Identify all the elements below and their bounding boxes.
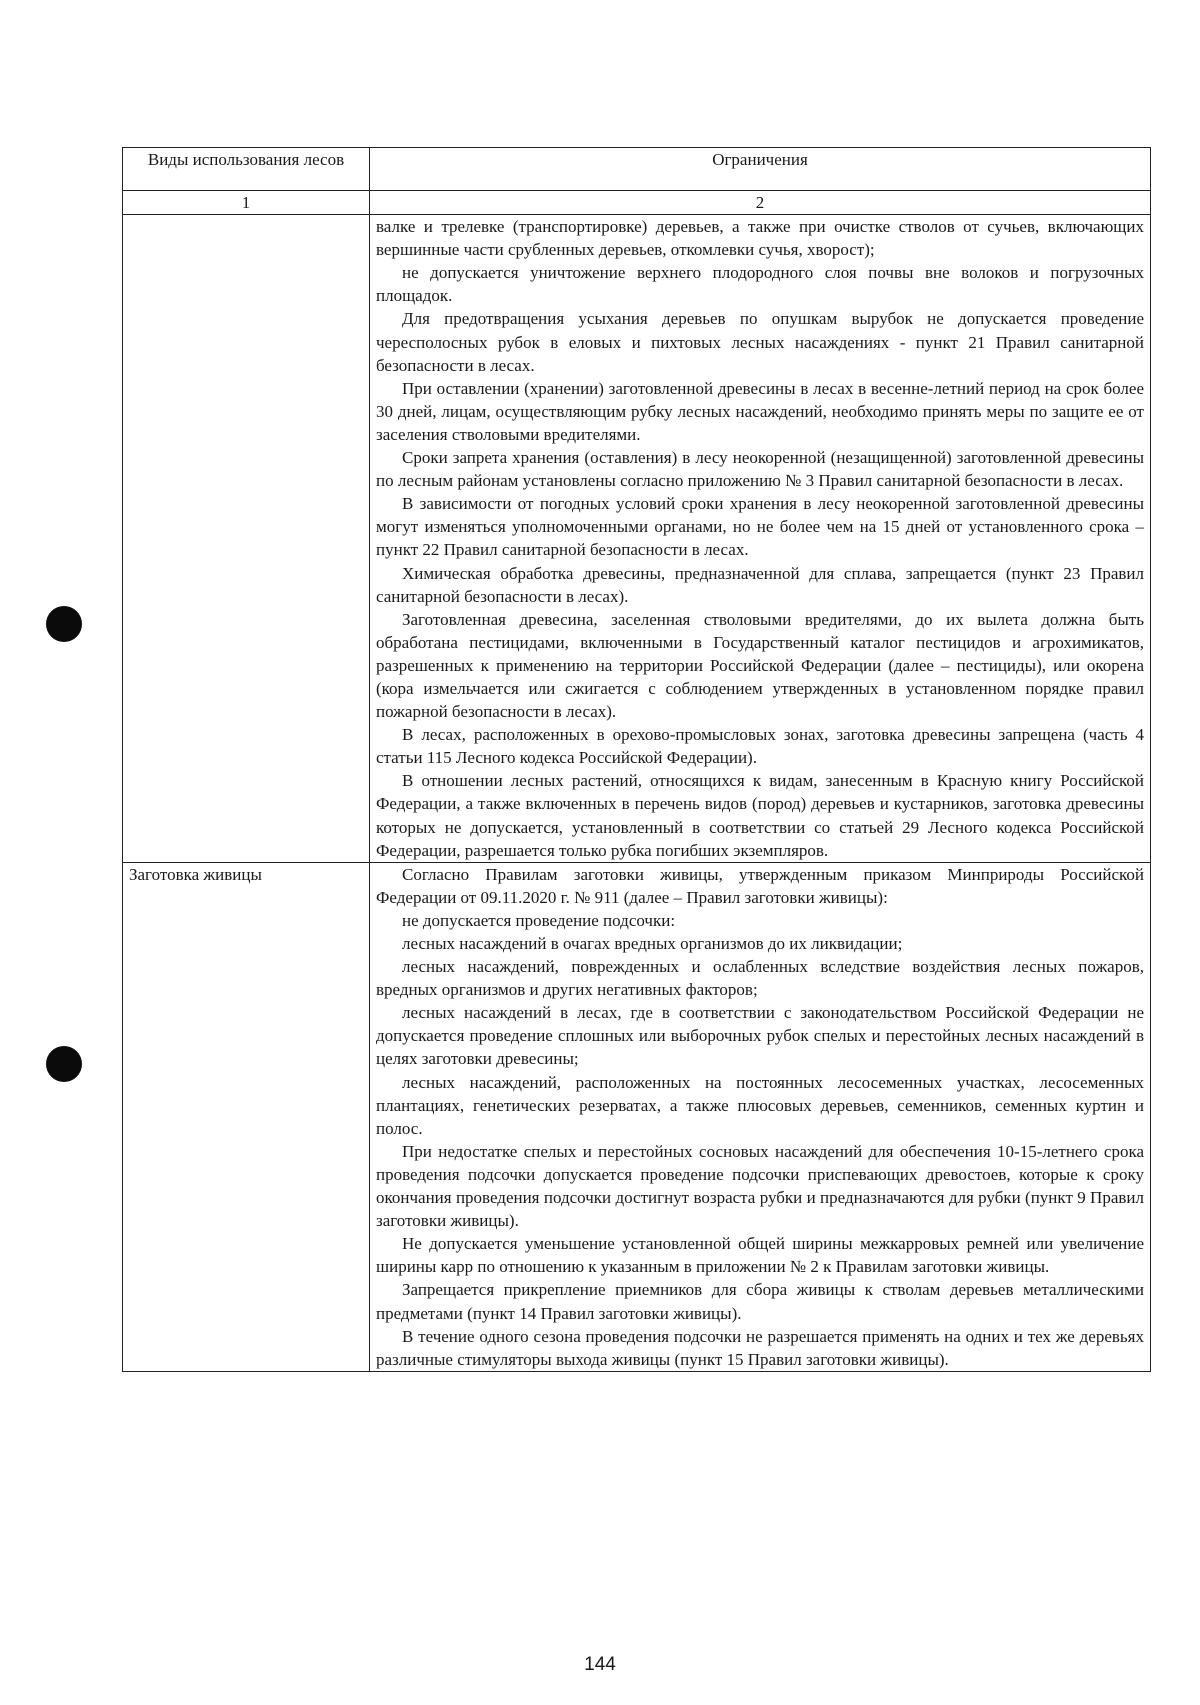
paragraph: не допускается уничтожение верхнего плодородного слоя почвы вне волоков и погрузочных площадок. [376,263,1144,306]
table-number-row [123,191,1151,215]
column-number-2: 2 [370,191,1151,215]
paragraph: Химическая обработка древесины, предназначенной для сплава, запрещается (пункт 23 Правил санитарной безопасности в лесах). [376,563,1144,606]
paragraph: Сроки запрета хранения (оставления) в лесу неокоренной (незащищенной) заготовленной древесины по лесным районам установлены согласно приложению № 3 Правил санитарной безопасности в лесах. [376,448,1144,491]
row-label-resin-tapping: Заготовка живицы [123,862,370,1371]
paragraph: В лесах, расположенных в орехово-промысловых зонах, заготовка древесины запрещена (часть 4 статьи 115 Лесного кодекса Российской Федерации). [376,725,1144,768]
paragraph: При оставлении (хранении) заготовленной древесины в лесах в весенне-летний период на срок более 30 дней, лицам, осуществляющим рубку лесных насаждений, необходимо принять меры по защите ее от заселения стволовыми вредителями. [376,378,1144,444]
paragraph: При недостатке спелых и перестойных сосновых насаждений для обеспечения 10-15-летнего срока проведения подсочки допускается проведение подсочки приспевающих древостоев, которые к сроку окончания проведения подсочки достигнут возраста рубки и предназначаются для рубки (пункт 9 Правил заготовки живицы). [376,1141,1144,1231]
table-row [123,215,1151,863]
restrictions-table [122,147,1151,1372]
paragraph: Запрещается прикрепление приемников для сбора живицы к стволам деревьев металлическими предметами (пункт 14 Правил заготовки живицы). [376,1280,1144,1323]
paragraph: валке и трелевке (транспортировке) деревьев, а также при очистке стволов от сучьев, включающих вершинные части срубленных деревьев, откомлевки сучья, хворост); [376,217,1144,260]
paragraph: не допускается проведение подсочки: [402,910,676,930]
column-number-1: 1 [123,191,370,215]
paragraph: лесных насаждений в очагах вредных организмов до их ликвидации; [402,934,903,953]
paragraph: Не допускается уменьшение установленной общей ширины межкарровых ремней или увеличение ширины карр по отношению к указанным в приложении № 2 к Правилам заготовки живицы. [376,1234,1144,1277]
header-forest-use-types: Виды использования лесов [123,148,370,191]
paragraph: В зависимости от погодных условий сроки хранения в лесу неокоренной заготовленной древесины могут изменяться уполномоченными органами, но не более чем на 15 дней от установленного срока – пункт 22 Правил санитарной безопасности в лесах. [376,494,1144,560]
paragraph: лесных насаждений в лесах, где в соответствии с законодательством Российской Федерации не допускается проведение сплошных или выборочных рубок спелых и перестойных лесных насаждений в целях заготовки древесины; [376,1003,1144,1069]
header-restrictions: Ограничения [370,148,1151,191]
paragraph: Заготовленная древесина, заселенная стволовыми вредителями, до их вылета должна быть обработана пестицидами, включенными в Государственный каталог пестицидов и агрохимикатов, разрешенных к применению на территории Российской Федерации (далее – пестициды), или окорена (кора измельчается или сжигается с соблюдением утвержденных в установленном порядке правил пожарной безопасности в лесах). [376,609,1144,722]
row-restrictions-text [370,215,1151,863]
row-label [123,215,370,863]
table-header-row [123,148,1151,191]
row-restrictions-text [370,862,1151,1371]
punch-hole [46,606,82,642]
paragraph: В течение одного сезона проведения подсочки не разрешается применять на одних и тех же деревьях различные стимуляторы выхода живицы (пункт 15 Правил заготовки живицы). [376,1326,1144,1369]
paragraph: Согласно Правилам заготовки живицы, утвержденным приказом Минприроды Российской Федерации от 09.11.2020 г. № 911 (далее – Правил заготовки живицы): [376,864,1144,907]
table-row [123,862,1151,1371]
punch-hole [46,1046,82,1082]
page-number: 144 [584,1654,616,1675]
paragraph: В отношении лесных растений, относящихся к видам, занесенным в Красную книгу Российской Федерации, а также включенных в перечень видов (пород) деревьев и кустарников, заготовка древесины которых не допускается, установленный в соответствии со статьей 29 Лесного кодекса Российской Федерации, разрешается только рубка погибших экземпляров. [376,771,1144,860]
paragraph: лесных насаждений, расположенных на постоянных лесосеменных участках, лесосеменных плантациях, генетических резерватах, а также плюсовых деревьев, семенников, семенных куртин и полос. [376,1072,1144,1138]
paragraph: Для предотвращения усыхания деревьев по опушкам вырубок не допускается проведение чересполосных рубок в еловых и пихтовых лесных насаждениях - пункт 21 Правил санитарной безопасности в лесах. [376,309,1144,375]
paragraph: лесных насаждений, поврежденных и ослабленных вследствие воздействия лесных пожаров, вредных организмов и других негативных факторов; [376,957,1144,1000]
